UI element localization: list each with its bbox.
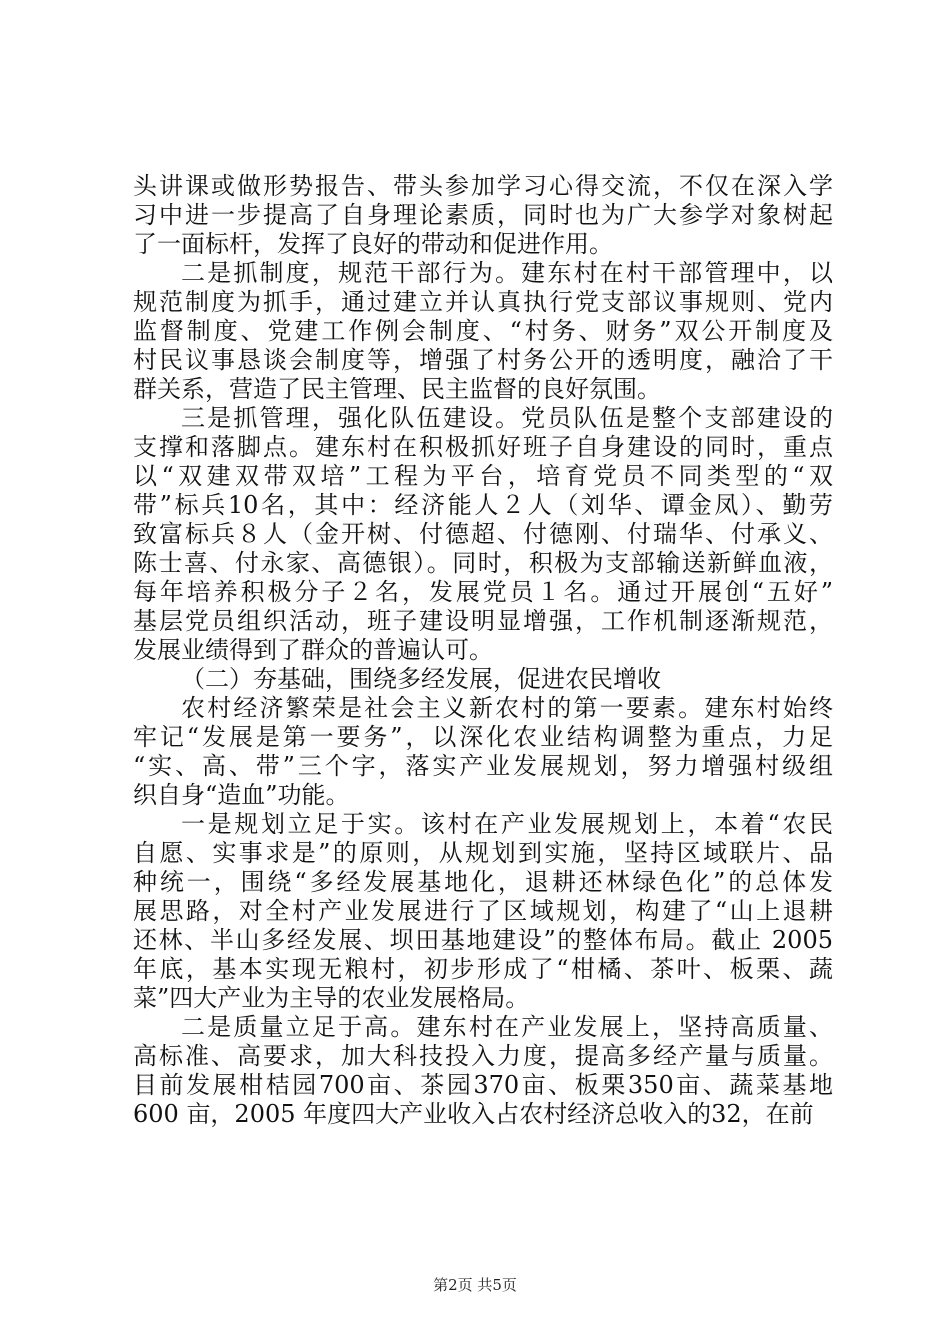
text-line: 二是质量立足于高。建东村在产业发展上，坚持高质量、	[181, 1013, 833, 1041]
text-line: 还林、半山多经发展、坝田基地建设”的整体布局。截止 2005	[133, 926, 833, 954]
text-line: 展思路，对全村产业发展进行了区域规划，构建了“山上退耕	[133, 897, 833, 925]
text-line: 菜”四大产业为主导的农业发展格局。	[133, 984, 530, 1012]
text-line: 以“双建双带双培”工程为平台，培育党员不同类型的“双	[133, 462, 833, 490]
text-line: （二）夯基础，围绕多经发展，促进农民增收	[181, 665, 661, 693]
text-line: 农村经济繁荣是社会主义新农村的第一要素。建东村始终	[181, 694, 833, 722]
text-line: 监督制度、党建工作例会制度、“村务、财务”双公开制度及	[133, 317, 833, 345]
text-line: 头讲课或做形势报告、带头参加学习心得交流，不仅在深入学	[133, 172, 833, 200]
text-line: 规范制度为抓手，通过建立并认真执行党支部议事规则、党内	[133, 288, 833, 316]
page-footer	[0, 1275, 950, 1295]
text-line: 目前发展柑桔园700亩、茶园370亩、板栗350亩、蔬菜基地	[133, 1071, 833, 1099]
text-line: 了一面标杆，发挥了良好的带动和促进作用。	[133, 230, 613, 258]
text-line: “实、高、带”三个字，落实产业发展规划，努力增强村级组	[133, 752, 833, 780]
text-line: 年底，基本实现无粮村，初步形成了“柑橘、茶叶、板栗、蔬	[133, 955, 833, 983]
text-line: 二是抓制度，规范干部行为。建东村在村干部管理中，以	[181, 259, 833, 287]
text-line: 织自身“造血”功能。	[133, 781, 350, 809]
text-line: 600 亩，2005 年度四大产业收入占农村经济总收入的32，在前	[133, 1100, 814, 1128]
paragraph	[133, 404, 833, 665]
text-line: 每年培养积极分子２名，发展党员１名。通过开展创“五好”	[133, 578, 833, 606]
paragraph	[133, 665, 833, 694]
page-number: 第2页 共5页	[433, 1276, 517, 1294]
text-line: 发展业绩得到了群众的普遍认可。	[133, 636, 493, 664]
text-line: 群关系，营造了民主管理、民主监督的良好氛围。	[133, 375, 661, 403]
text-line: 村民议事恳谈会制度等，增强了村务公开的透明度，融洽了干	[133, 346, 833, 374]
text-line: 三是抓管理，强化队伍建设。党员队伍是整个支部建设的	[181, 404, 833, 432]
text-line: 致富标兵８人（金开树、付德超、付德刚、付瑞华、付承义、	[133, 520, 833, 548]
text-line: 基层党员组织活动，班子建设明显增强，工作机制逐渐规范，	[133, 607, 833, 635]
document-body	[133, 172, 833, 1129]
paragraph	[133, 172, 833, 259]
paragraph	[133, 810, 833, 1013]
paragraph	[133, 694, 833, 810]
text-line: 牢记“发展是第一要务”，以深化农业结构调整为重点，力足	[133, 723, 833, 751]
text-line: 种统一，围绕“多经发展基地化，退耕还林绿色化”的总体发	[133, 868, 833, 896]
paragraph	[133, 259, 833, 404]
text-line: 习中进一步提高了自身理论素质，同时也为广大参学对象树起	[133, 201, 833, 229]
text-line: 高标准、高要求，加大科技投入力度，提高多经产量与质量。	[133, 1042, 833, 1070]
paragraph	[133, 1013, 833, 1129]
text-line: 自愿、实事求是”的原则，从规划到实施，坚持区域联片、品	[133, 839, 833, 867]
text-line: 支撑和落脚点。建东村在积极抓好班子自身建设的同时，重点	[133, 433, 833, 461]
text-line: 一是规划立足于实。该村在产业发展规划上，本着“农民	[181, 810, 833, 838]
text-line: 陈士喜、付永家、高德银）。同时，积极为支部输送新鲜血液，	[133, 549, 833, 577]
text-line: 带”标兵10名，其中：经济能人２人（刘华、谭金凤）、勤劳	[133, 491, 833, 519]
